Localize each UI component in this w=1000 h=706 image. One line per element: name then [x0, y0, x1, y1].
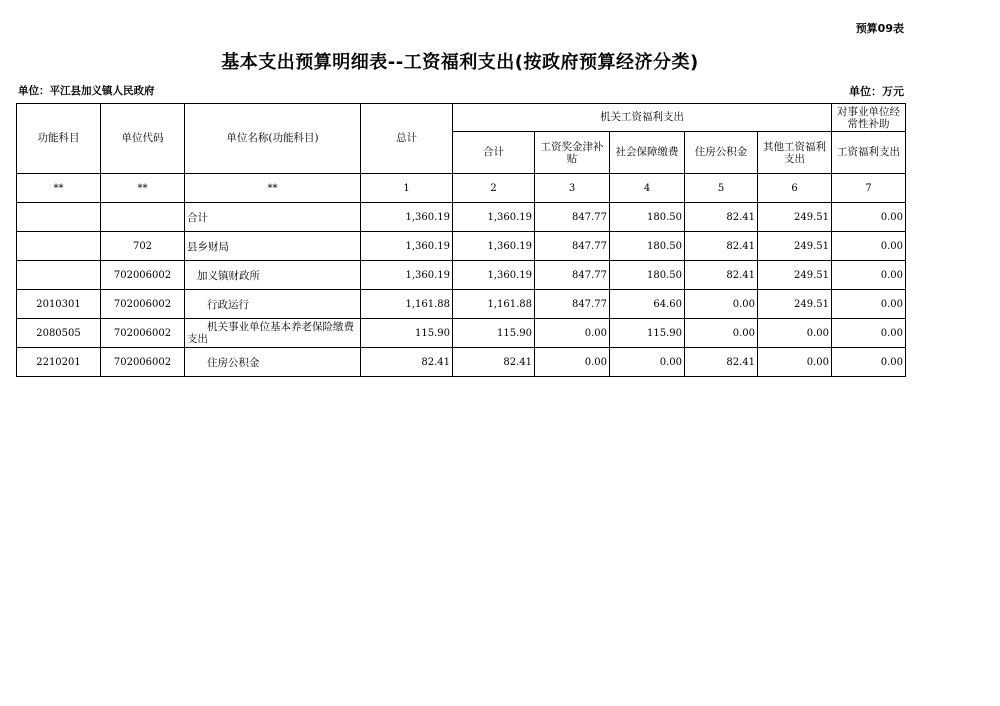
- housing-cell: 0.00: [685, 319, 758, 348]
- page-title: 基本支出预算明细表--工资福利支出(按政府预算经济分类): [221, 52, 699, 73]
- sum-cell: 1,161.88: [453, 290, 535, 319]
- header-sum: 合计: [453, 132, 535, 174]
- other-cell: 0.00: [758, 348, 832, 377]
- table-row: [17, 203, 906, 232]
- unit-code-cell: 702: [101, 232, 185, 261]
- header-other: 其他工资福利支出: [758, 132, 832, 174]
- salary-cell: 847.77: [535, 290, 610, 319]
- housing-cell: 0.00: [685, 290, 758, 319]
- index-cell: 7: [832, 174, 906, 203]
- header-housing: 住房公积金: [685, 132, 758, 174]
- index-cell: **: [101, 174, 185, 203]
- other-cell: 249.51: [758, 203, 832, 232]
- index-cell: 4: [610, 174, 685, 203]
- other-cell: 249.51: [758, 290, 832, 319]
- social-cell: 115.90: [610, 319, 685, 348]
- currency-unit: 单位：万元: [849, 85, 904, 98]
- housing-cell: 82.41: [685, 203, 758, 232]
- table-row: [17, 232, 906, 261]
- index-row: [17, 174, 906, 203]
- subsidy-cell: 0.00: [832, 319, 906, 348]
- subsidy-cell: 0.00: [832, 232, 906, 261]
- salary-cell: 0.00: [535, 348, 610, 377]
- sum-cell: 1,360.19: [453, 203, 535, 232]
- other-cell: 0.00: [758, 319, 832, 348]
- salary-cell: 847.77: [535, 261, 610, 290]
- table-row: [17, 261, 906, 290]
- sum-cell: 115.90: [453, 319, 535, 348]
- index-cell: 1: [361, 174, 453, 203]
- social-cell: 64.60: [610, 290, 685, 319]
- subsidy-cell: 0.00: [832, 261, 906, 290]
- func-subject-cell: [17, 203, 101, 232]
- unit-code-cell: 702006002: [101, 290, 185, 319]
- social-cell: 180.50: [610, 232, 685, 261]
- unit-code-cell: 702006002: [101, 319, 185, 348]
- unit-name-cell: 加义镇财政所: [185, 261, 361, 290]
- index-cell: 5: [685, 174, 758, 203]
- total-cell: 1,360.19: [361, 203, 453, 232]
- func-subject-cell: [17, 261, 101, 290]
- header-social: 社会保障缴费: [610, 132, 685, 174]
- header-welfare: 工资福利支出: [832, 132, 906, 174]
- header-func-subject: 功能科目: [17, 104, 101, 174]
- unit-name-cell: 行政运行: [185, 290, 361, 319]
- organization-unit: 单位：平江县加义镇人民政府: [18, 85, 155, 97]
- salary-cell: 0.00: [535, 319, 610, 348]
- header-total: 总计: [361, 104, 453, 174]
- unit-code-cell: [101, 203, 185, 232]
- form-number: 预算09表: [855, 22, 904, 35]
- total-cell: 1,161.88: [361, 290, 453, 319]
- salary-cell: 847.77: [535, 203, 610, 232]
- social-cell: 180.50: [610, 261, 685, 290]
- index-cell: **: [185, 174, 361, 203]
- housing-cell: 82.41: [685, 261, 758, 290]
- header-unit-code: 单位代码: [101, 104, 185, 174]
- func-subject-cell: 2010301: [17, 290, 101, 319]
- other-cell: 249.51: [758, 232, 832, 261]
- total-cell: 1,360.19: [361, 261, 453, 290]
- func-subject-cell: 2080505: [17, 319, 101, 348]
- subsidy-cell: 0.00: [832, 348, 906, 377]
- func-subject-cell: 2210201: [17, 348, 101, 377]
- table-row: [17, 319, 906, 348]
- unit-code-cell: 702006002: [101, 348, 185, 377]
- other-cell: 249.51: [758, 261, 832, 290]
- func-subject-cell: [17, 232, 101, 261]
- unit-name-cell: 机关事业单位基本养老保险缴费支出: [185, 319, 361, 348]
- table-row: [17, 290, 906, 319]
- social-cell: 180.50: [610, 203, 685, 232]
- subsidy-cell: 0.00: [832, 203, 906, 232]
- social-cell: 0.00: [610, 348, 685, 377]
- unit-name-cell: 住房公积金: [185, 348, 361, 377]
- index-cell: 3: [535, 174, 610, 203]
- sum-cell: 1,360.19: [453, 232, 535, 261]
- unit-name-cell: 合计: [185, 203, 361, 232]
- header-salary: 工资奖金津补贴: [535, 132, 610, 174]
- total-cell: 1,360.19: [361, 232, 453, 261]
- header-group-subsidy: 对事业单位经常性补助: [832, 104, 906, 132]
- total-cell: 115.90: [361, 319, 453, 348]
- unit-name-cell: 县乡财局: [185, 232, 361, 261]
- index-cell: 6: [758, 174, 832, 203]
- index-cell: **: [17, 174, 101, 203]
- index-cell: 2: [453, 174, 535, 203]
- housing-cell: 82.41: [685, 348, 758, 377]
- budget-table: [16, 103, 906, 377]
- total-cell: 82.41: [361, 348, 453, 377]
- subsidy-cell: 0.00: [832, 290, 906, 319]
- header-group-org: 机关工资福利支出: [453, 104, 832, 132]
- salary-cell: 847.77: [535, 232, 610, 261]
- sum-cell: 1,360.19: [453, 261, 535, 290]
- housing-cell: 82.41: [685, 232, 758, 261]
- table-row: [17, 348, 906, 377]
- sum-cell: 82.41: [453, 348, 535, 377]
- unit-code-cell: 702006002: [101, 261, 185, 290]
- header-unit-name: 单位名称(功能科目): [185, 104, 361, 174]
